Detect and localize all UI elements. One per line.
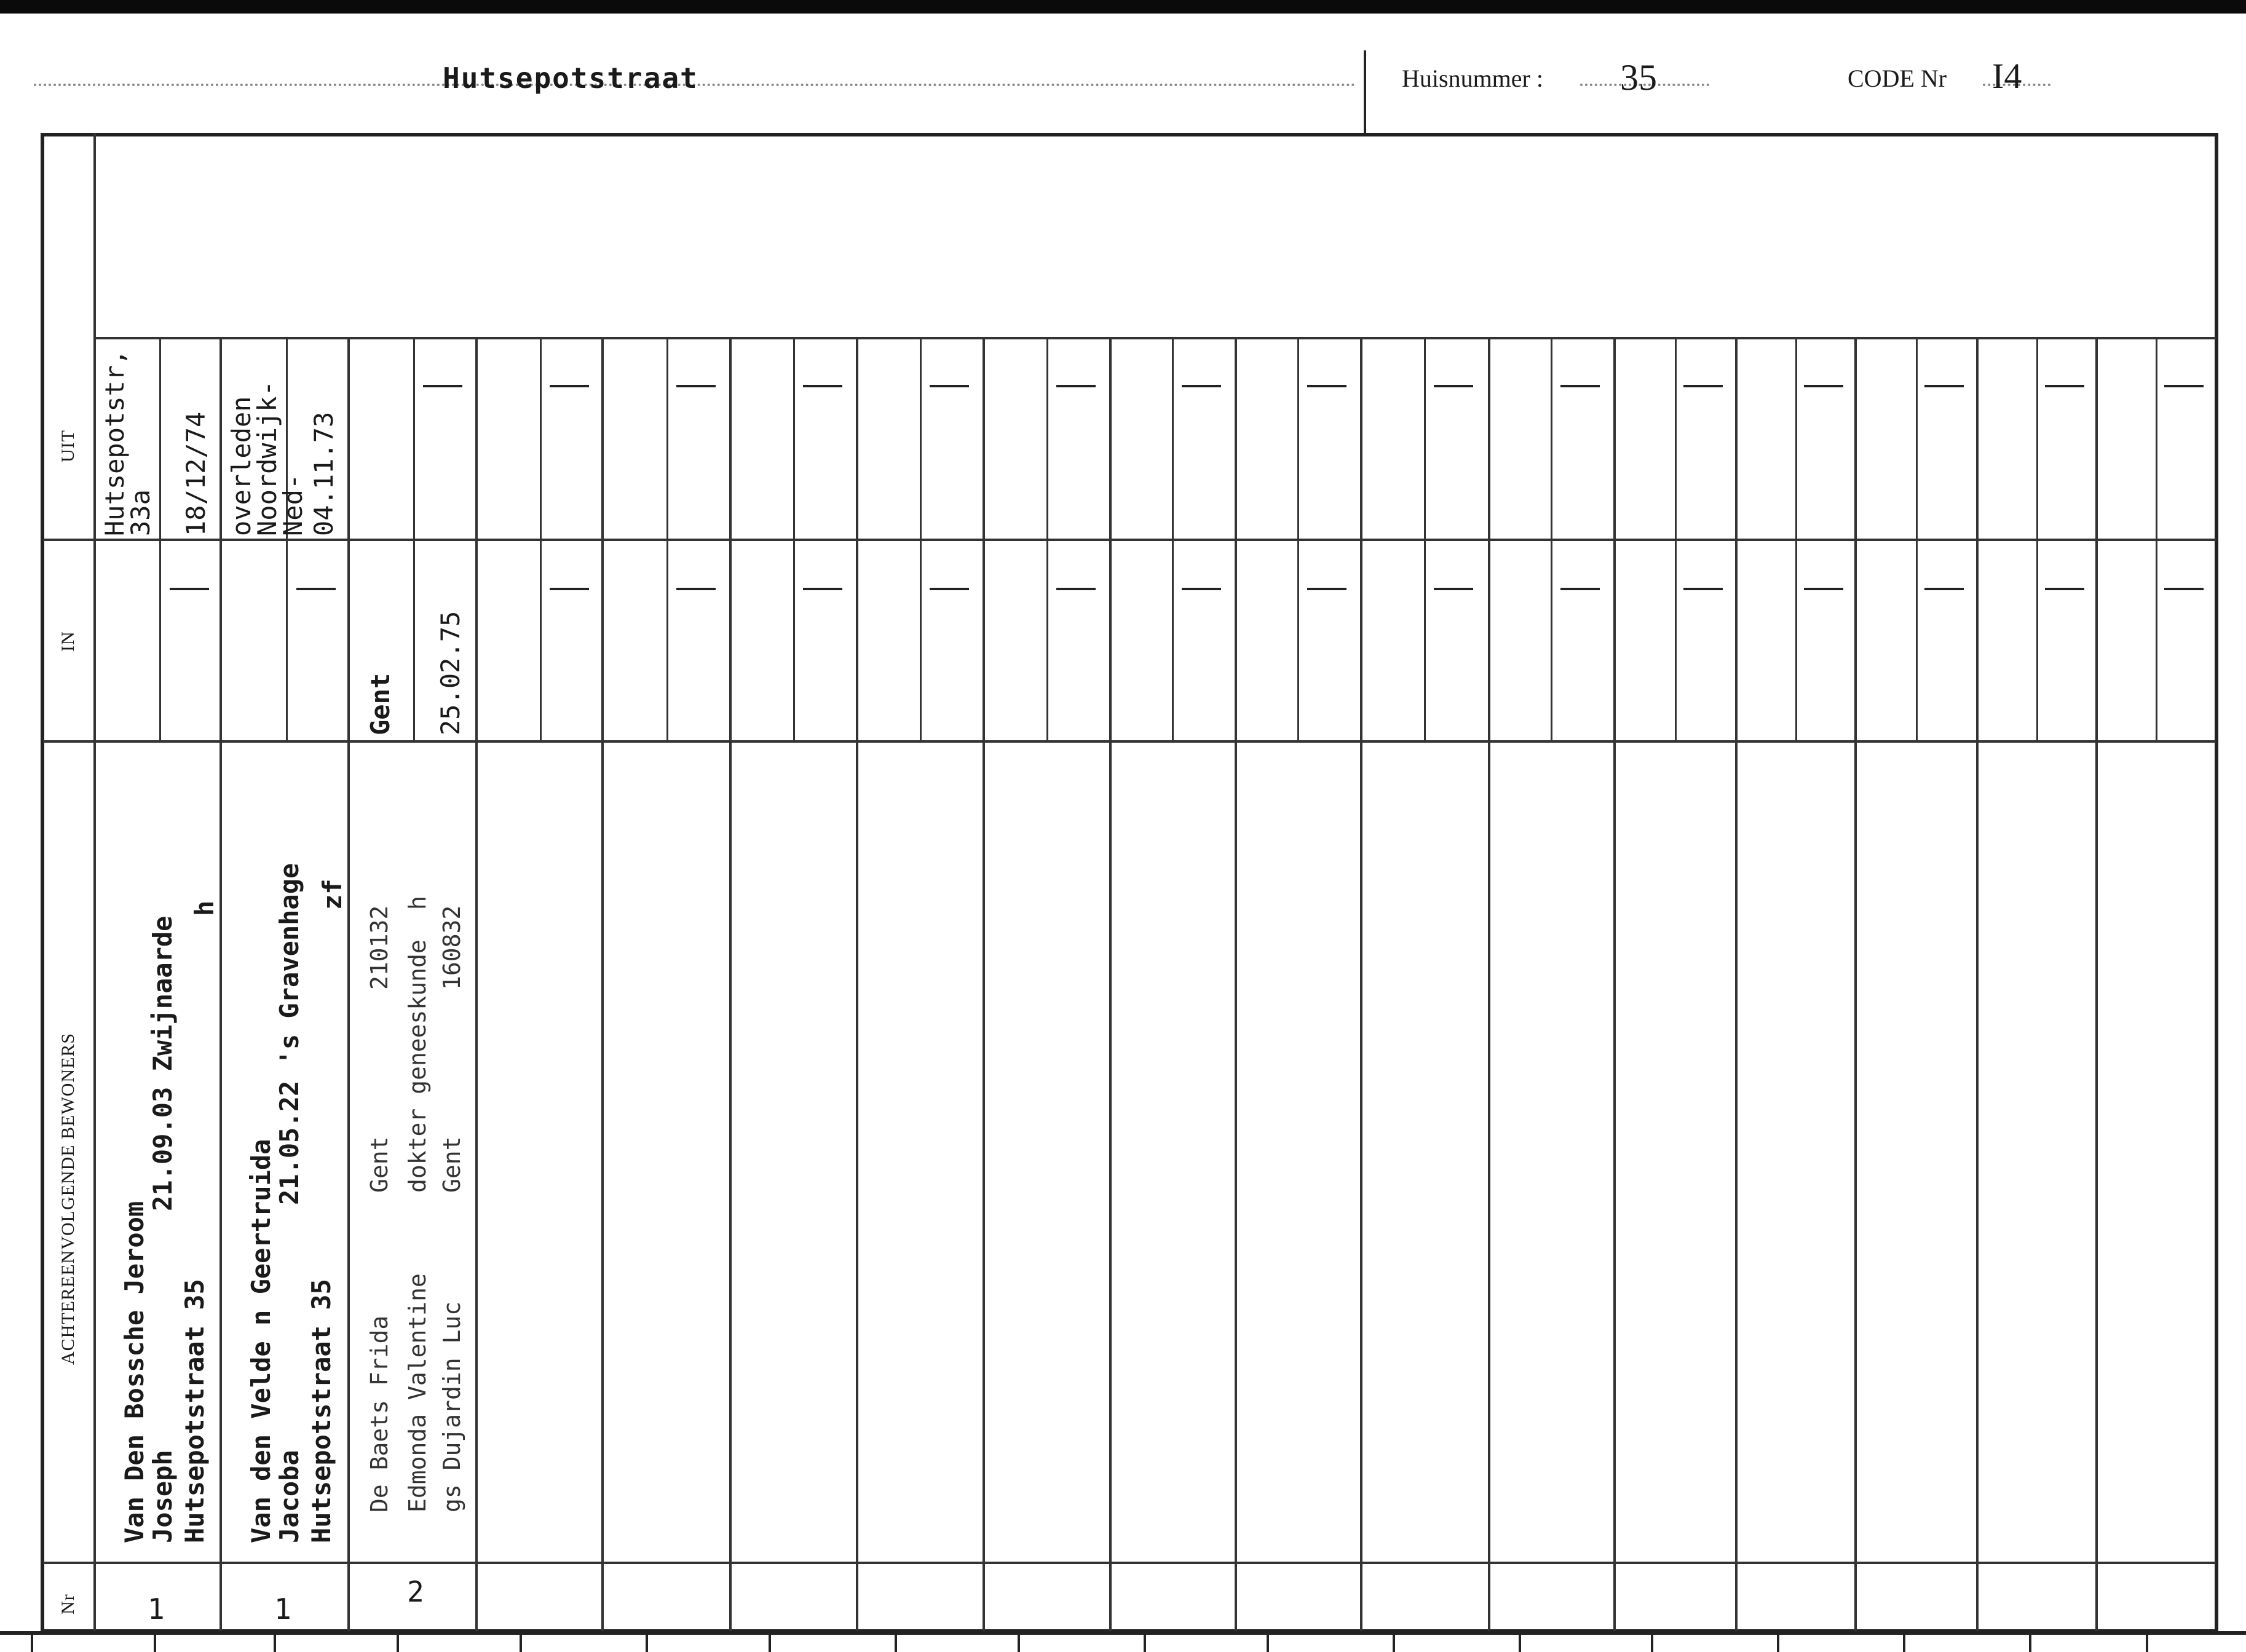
entry-3-in-date: 25.02.75 <box>435 611 465 735</box>
sub-column-divider <box>666 337 668 740</box>
sub-column-divider <box>1046 337 1048 740</box>
column-divider <box>1613 337 1616 1633</box>
section-label-in: IN <box>58 631 78 652</box>
entry-3-line-5: dokter geneeskunde <box>404 939 431 1193</box>
entry-3-line-3: 210132 <box>366 905 393 990</box>
section-label-nr: Nr <box>58 1594 78 1614</box>
column-divider <box>601 337 604 1633</box>
house-number-label: Huisnummer : <box>1402 65 1543 92</box>
empty-in-marker <box>1804 588 1843 590</box>
entry-3-uit-date <box>423 385 462 387</box>
empty-uit-marker <box>1182 385 1221 387</box>
bottom-tick <box>1018 1635 1020 1652</box>
empty-uit-marker <box>1683 385 1723 387</box>
empty-uit-marker <box>930 385 969 387</box>
sub-column-divider <box>540 337 542 740</box>
empty-uit-marker <box>550 385 589 387</box>
column-divider <box>983 337 985 1633</box>
entry-3-line-8: Gent <box>438 1136 465 1193</box>
entry-2-nr: 1 <box>274 1592 291 1626</box>
entry-2-in-date <box>296 588 336 590</box>
bottom-tick <box>1144 1635 1146 1652</box>
empty-in-marker <box>803 588 842 590</box>
residents-nr-divider <box>43 1562 2216 1564</box>
sub-column-divider <box>2036 337 2038 740</box>
entry-3-nr: 2 <box>407 1575 424 1608</box>
street-name: Hutsepotstraat <box>443 61 698 95</box>
entry-2-line-5: zf <box>317 879 347 910</box>
empty-in-marker <box>1560 588 1600 590</box>
bottom-tick <box>646 1635 648 1652</box>
sub-column-divider <box>2156 337 2157 740</box>
sub-column-divider <box>286 337 288 740</box>
empty-in-marker <box>930 588 969 590</box>
empty-in-marker <box>2045 588 2084 590</box>
column-divider <box>1735 337 1738 1633</box>
column-divider <box>219 337 222 1633</box>
sub-column-divider <box>1297 337 1299 740</box>
entry-2-line-2: Jacoba <box>274 1450 304 1543</box>
bottom-tick <box>1777 1635 1779 1652</box>
empty-in-marker <box>1182 588 1221 590</box>
empty-uit-marker <box>676 385 716 387</box>
column-divider <box>1488 337 1490 1633</box>
entry-1-uit-date: 18/12/74 <box>181 411 211 536</box>
empty-in-marker <box>1924 588 1964 590</box>
bottom-tick <box>274 1635 276 1652</box>
entry-1-in-date <box>170 588 209 590</box>
bottom-tick <box>895 1635 897 1652</box>
empty-uit-marker <box>1560 385 1600 387</box>
entry-2-line-3: 21.05.22 's Gravenhage <box>274 863 304 1205</box>
entry-1-line-4: Hutsepotstraat 35 <box>180 1279 210 1543</box>
entry-3-line-9: 160832 <box>438 905 465 990</box>
sub-column-divider <box>413 337 415 740</box>
column-divider <box>1235 337 1237 1633</box>
empty-uit-marker <box>1434 385 1473 387</box>
entry-1-line-5: h <box>189 900 219 916</box>
empty-uit-marker <box>1056 385 1096 387</box>
empty-in-marker <box>1683 588 1723 590</box>
column-divider <box>1360 337 1362 1633</box>
sub-column-divider <box>920 337 922 740</box>
section-label-uit: UIT <box>58 430 78 462</box>
label-column-divider <box>93 133 96 1633</box>
entry-2-uit-place: overleden Noordwijk-Ned- <box>226 381 308 536</box>
empty-uit-marker <box>803 385 842 387</box>
entry-1-uit-place: Hutsepotstr, 33a <box>100 349 156 536</box>
section-label-residents: ACHTEREENVOLGENDE BEWONERS <box>58 1032 78 1365</box>
entry-1-line-3: 21.09.03 Zwijnaarde <box>148 915 178 1211</box>
bottom-tick <box>2146 1635 2148 1652</box>
entry-1-nr: 1 <box>148 1592 165 1626</box>
entry-3-line-2: Gent <box>366 1136 393 1193</box>
bottom-tick <box>1267 1635 1269 1652</box>
bottom-tick <box>1393 1635 1395 1652</box>
entry-3-line-6: h <box>404 896 431 910</box>
empty-in-marker <box>1434 588 1473 590</box>
bottom-tick <box>520 1635 522 1652</box>
code-value: I4 <box>1992 56 2022 96</box>
empty-in-marker <box>1307 588 1346 590</box>
empty-uit-marker <box>1804 385 1843 387</box>
empty-in-marker <box>1056 588 1096 590</box>
bottom-tick <box>2029 1635 2031 1652</box>
column-divider <box>1109 337 1112 1633</box>
bottom-rule <box>0 1631 2246 1635</box>
entry-2-uit-date: 04.11.73 <box>309 411 339 536</box>
entry-3-line-4: Edmonda Valentine <box>404 1273 431 1512</box>
bottom-tick <box>1903 1635 1905 1652</box>
uit-in-divider <box>43 539 2216 541</box>
bottom-tick <box>397 1635 399 1652</box>
empty-uit-marker <box>2045 385 2084 387</box>
bottom-tick <box>31 1635 33 1652</box>
column-divider <box>1976 337 1979 1633</box>
in-residents-divider <box>43 740 2216 743</box>
header-separator <box>1364 50 1366 133</box>
bottom-tick <box>1519 1635 1521 1652</box>
sub-column-divider <box>159 337 161 740</box>
entry-3-line-7: gs Dujardin Luc <box>438 1301 465 1512</box>
code-label: CODE Nr <box>1848 65 1947 92</box>
sub-column-divider <box>1675 337 1677 740</box>
sub-column-divider <box>1916 337 1918 740</box>
empty-uit-marker <box>2164 385 2204 387</box>
empty-in-marker <box>676 588 716 590</box>
column-divider <box>856 337 858 1633</box>
sub-column-divider <box>1795 337 1797 740</box>
sub-column-divider <box>1551 337 1552 740</box>
sub-column-divider <box>1424 337 1426 740</box>
sub-column-divider <box>1172 337 1174 740</box>
column-divider <box>475 337 478 1633</box>
bottom-tick <box>769 1635 771 1652</box>
sub-column-divider <box>793 337 795 740</box>
entry-2-line-1: Van den Velde n Geertruida <box>246 1139 276 1543</box>
entry-2-line-4: Hutsepotstraat 35 <box>306 1279 336 1543</box>
house-number-value: 35 <box>1620 57 1657 98</box>
column-divider <box>347 337 350 1633</box>
empty-in-marker <box>550 588 589 590</box>
entry-3-line-1: De Baets Frida <box>366 1315 393 1512</box>
top-edge-bar <box>0 0 2246 14</box>
bottom-tick <box>154 1635 156 1652</box>
bottom-tick <box>1651 1635 1653 1652</box>
column-divider <box>2095 337 2098 1633</box>
entry-1-line-2: Joseph <box>148 1450 178 1543</box>
entry-1-line-1: Van Den Bossche Jeroom <box>119 1201 149 1543</box>
empty-in-marker <box>2164 588 2204 590</box>
column-divider <box>729 337 732 1633</box>
column-divider <box>1854 337 1857 1633</box>
entry-3-in-place: Gent <box>365 673 395 735</box>
empty-uit-marker <box>1307 385 1346 387</box>
empty-uit-marker <box>1924 385 1964 387</box>
